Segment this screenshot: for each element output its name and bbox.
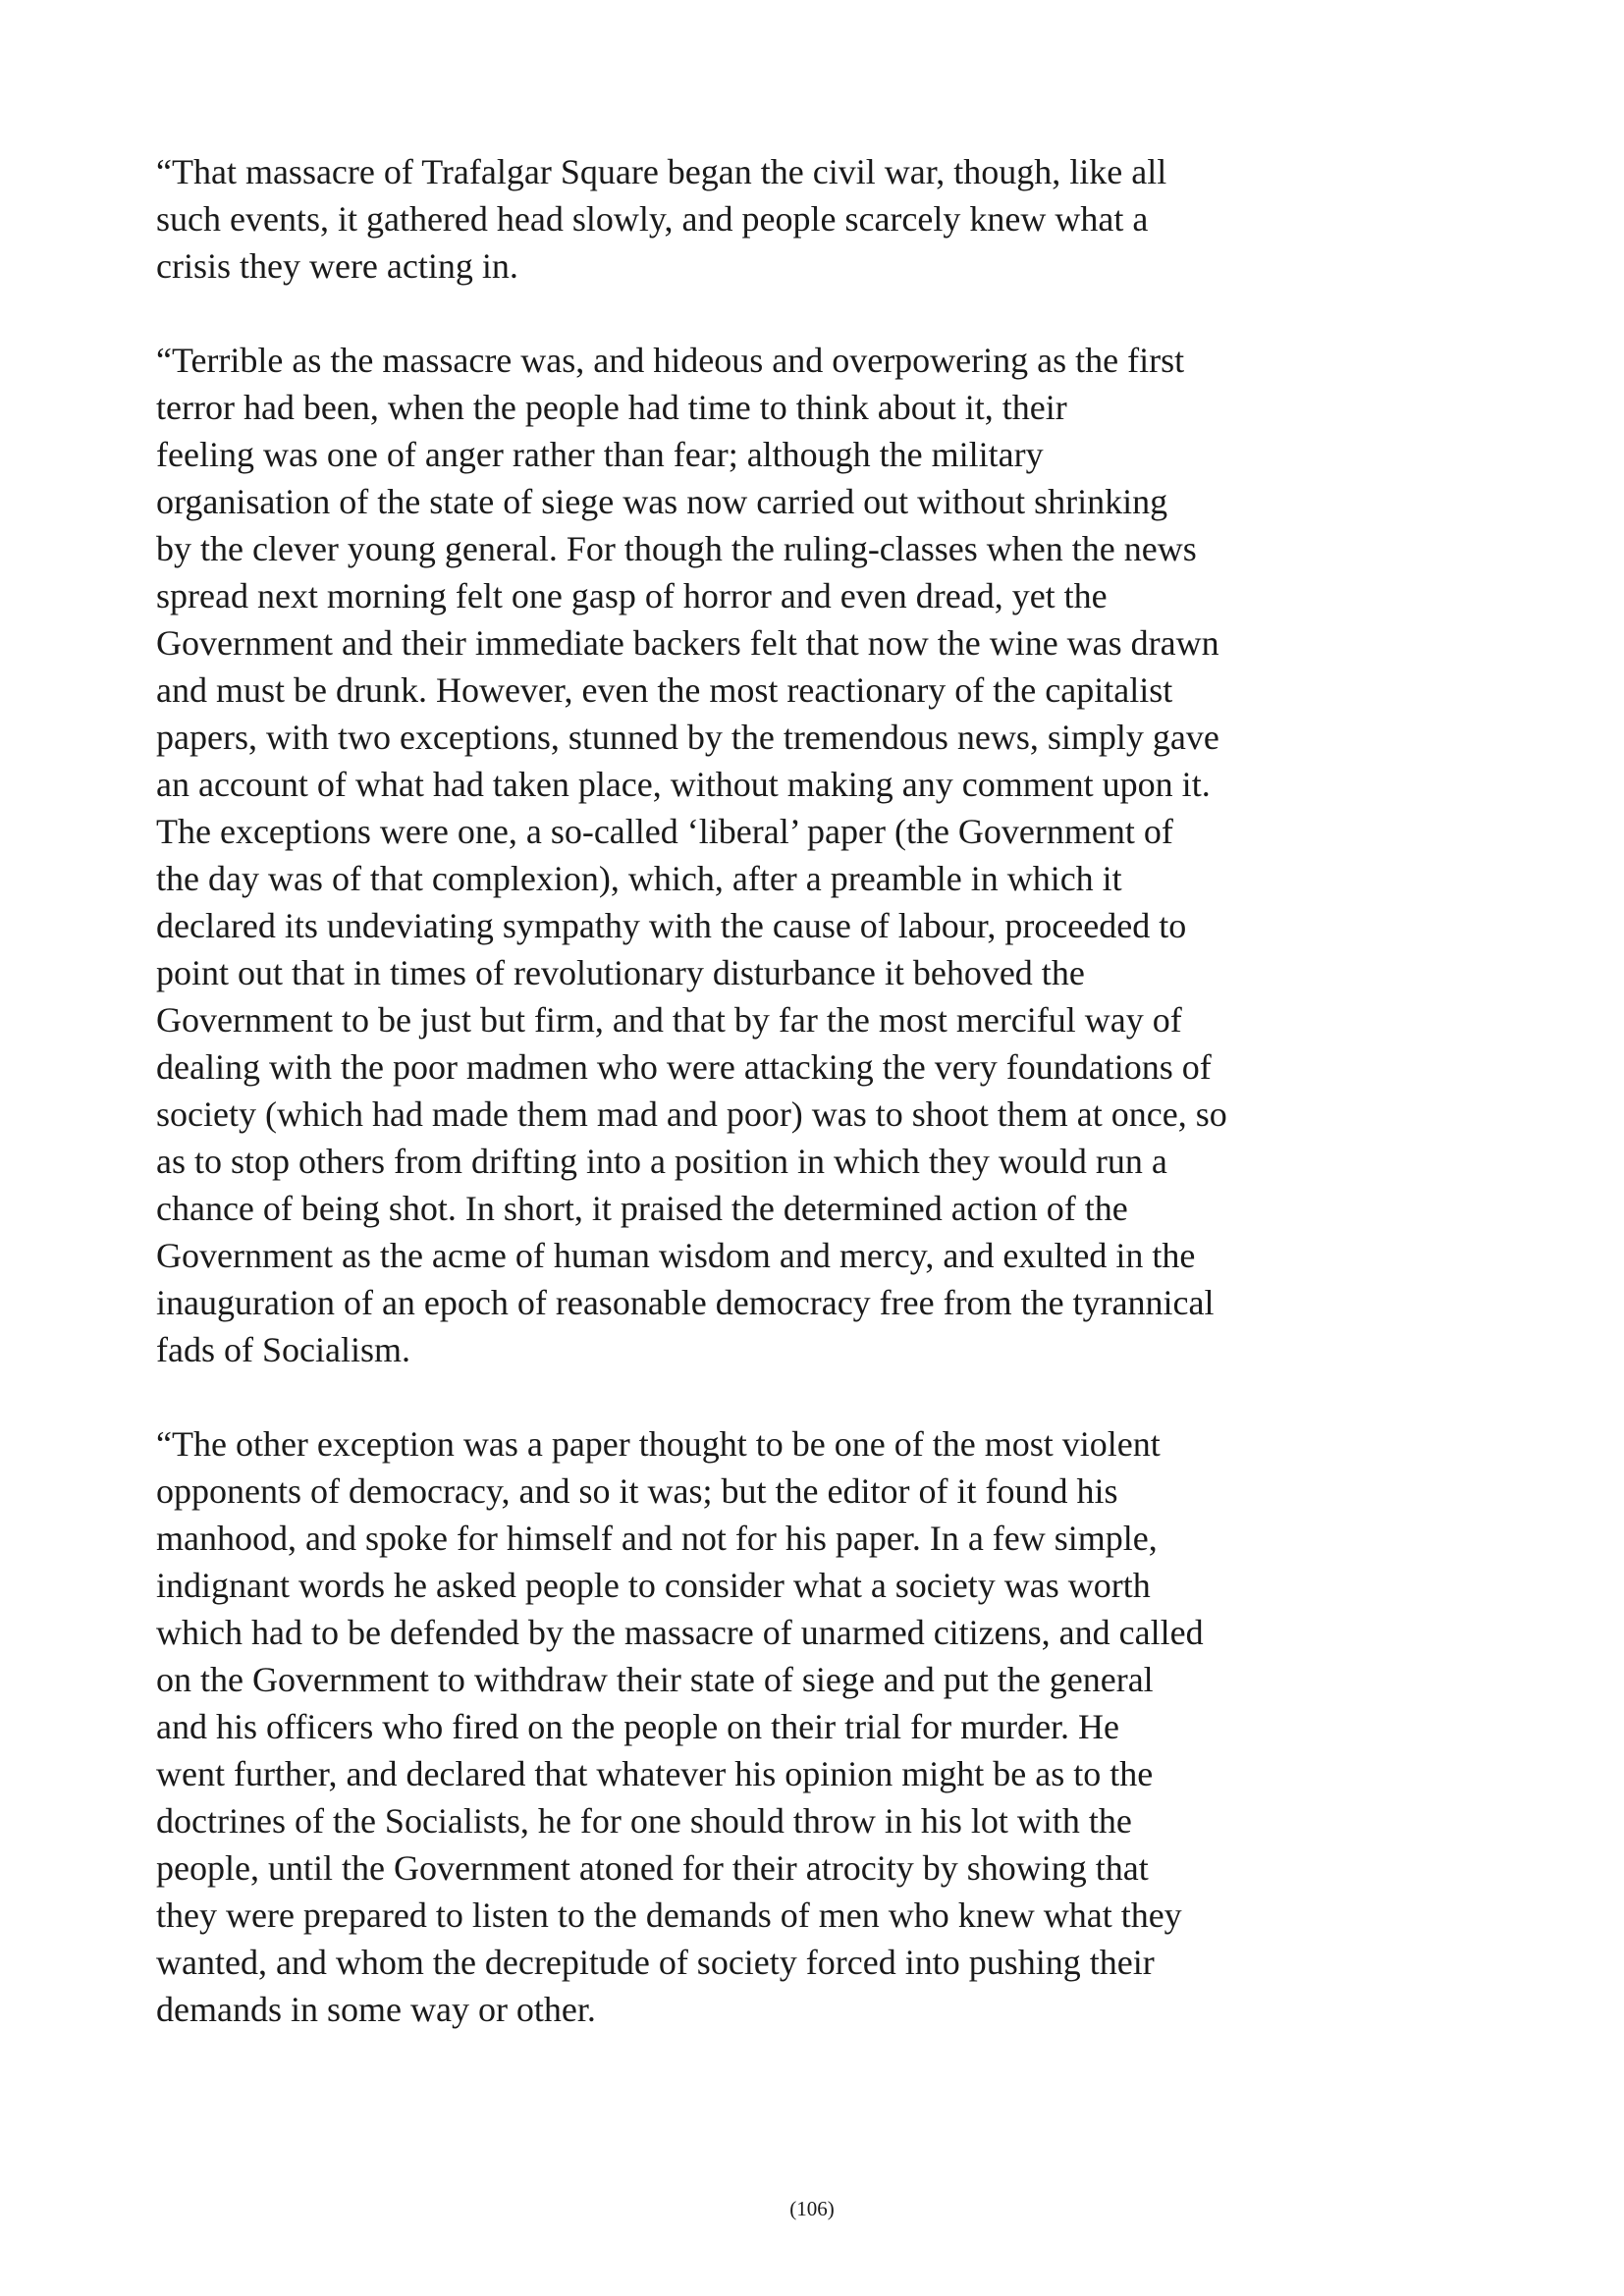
text-line: Government and their immediate backers felt that now the wine was drawn — [156, 623, 1219, 663]
body-text — [156, 148, 1433, 2080]
text-line: crisis they were acting in. — [156, 246, 518, 286]
text-line: and his officers who fired on the people on their trial for murder. He — [156, 1707, 1120, 1746]
text-line: society (which had made them mad and poor) was to shoot them at once, so — [156, 1095, 1227, 1134]
text-line: feeling was one of anger rather than fear; although the military — [156, 435, 1044, 474]
text-line: “That massacre of Trafalgar Square began the civil war, though, like all — [156, 152, 1167, 191]
text-line: went further, and declared that whatever his opinion might be as to the — [156, 1754, 1154, 1793]
text-line: chance of being shot. In short, it praised the determined action of the — [156, 1189, 1128, 1228]
text-line: doctrines of the Socialists, he for one should throw in his lot with the — [156, 1801, 1132, 1841]
text-line: demands in some way or other. — [156, 1990, 596, 2029]
text-line: Government to be just but firm, and that by far the most merciful way of — [156, 1000, 1182, 1040]
text-line: spread next morning felt one gasp of horror and even dread, yet the — [156, 576, 1108, 615]
text-line: inauguration of an epoch of reasonable democracy free from the tyrannical — [156, 1283, 1215, 1322]
text-line: as to stop others from drifting into a position in which they would run a — [156, 1142, 1167, 1181]
paragraph — [156, 1420, 1433, 2033]
text-line: “The other exception was a paper thought to be one of the most violent — [156, 1424, 1161, 1464]
text-line: they were prepared to listen to the demands of men who knew what they — [156, 1896, 1182, 1935]
paragraph — [156, 148, 1433, 290]
text-line: point out that in times of revolutionary disturbance it behoved the — [156, 953, 1085, 992]
text-line: which had to be defended by the massacre of unarmed citizens, and called — [156, 1613, 1204, 1652]
text-line: declared its undeviating sympathy with the cause of labour, proceeded to — [156, 906, 1187, 945]
text-line: and must be drunk. However, even the most reactionary of the capitalist — [156, 670, 1173, 710]
text-line: by the clever young general. For though the ruling-classes when the news — [156, 529, 1197, 568]
text-line: people, until the Government atoned for their atrocity by showing that — [156, 1848, 1149, 1888]
text-line: the day was of that complexion), which, after a preamble in which it — [156, 859, 1122, 898]
text-line: “Terrible as the massacre was, and hideous and overpowering as the first — [156, 341, 1185, 380]
text-line: Government as the acme of human wisdom and mercy, and exulted in the — [156, 1236, 1196, 1275]
text-line: The exceptions were one, a so-called ‘liberal’ paper (the Government of — [156, 812, 1173, 851]
text-line: terror had been, when the people had time to think about it, their — [156, 388, 1067, 427]
text-line: dealing with the poor madmen who were attacking the very foundations of — [156, 1047, 1212, 1087]
text-line: fads of Socialism. — [156, 1330, 410, 1369]
text-line: opponents of democracy, and so it was; but the editor of it found his — [156, 1471, 1118, 1511]
text-line: on the Government to withdraw their state of siege and put the general — [156, 1660, 1154, 1699]
text-line: organisation of the state of siege was now carried out without shrinking — [156, 482, 1168, 521]
page-number: (106) — [789, 2197, 835, 2220]
text-line: an account of what had taken place, without making any comment upon it. — [156, 765, 1211, 804]
text-line: manhood, and spoke for himself and not for his paper. In a few simple, — [156, 1519, 1158, 1558]
text-line: papers, with two exceptions, stunned by the tremendous news, simply gave — [156, 718, 1219, 757]
text-line: wanted, and whom the decrepitude of society forced into pushing their — [156, 1943, 1155, 1982]
paragraph — [156, 337, 1433, 1373]
text-line: indignant words he asked people to consider what a society was worth — [156, 1566, 1151, 1605]
text-line: such events, it gathered head slowly, and people scarcely knew what a — [156, 199, 1149, 239]
